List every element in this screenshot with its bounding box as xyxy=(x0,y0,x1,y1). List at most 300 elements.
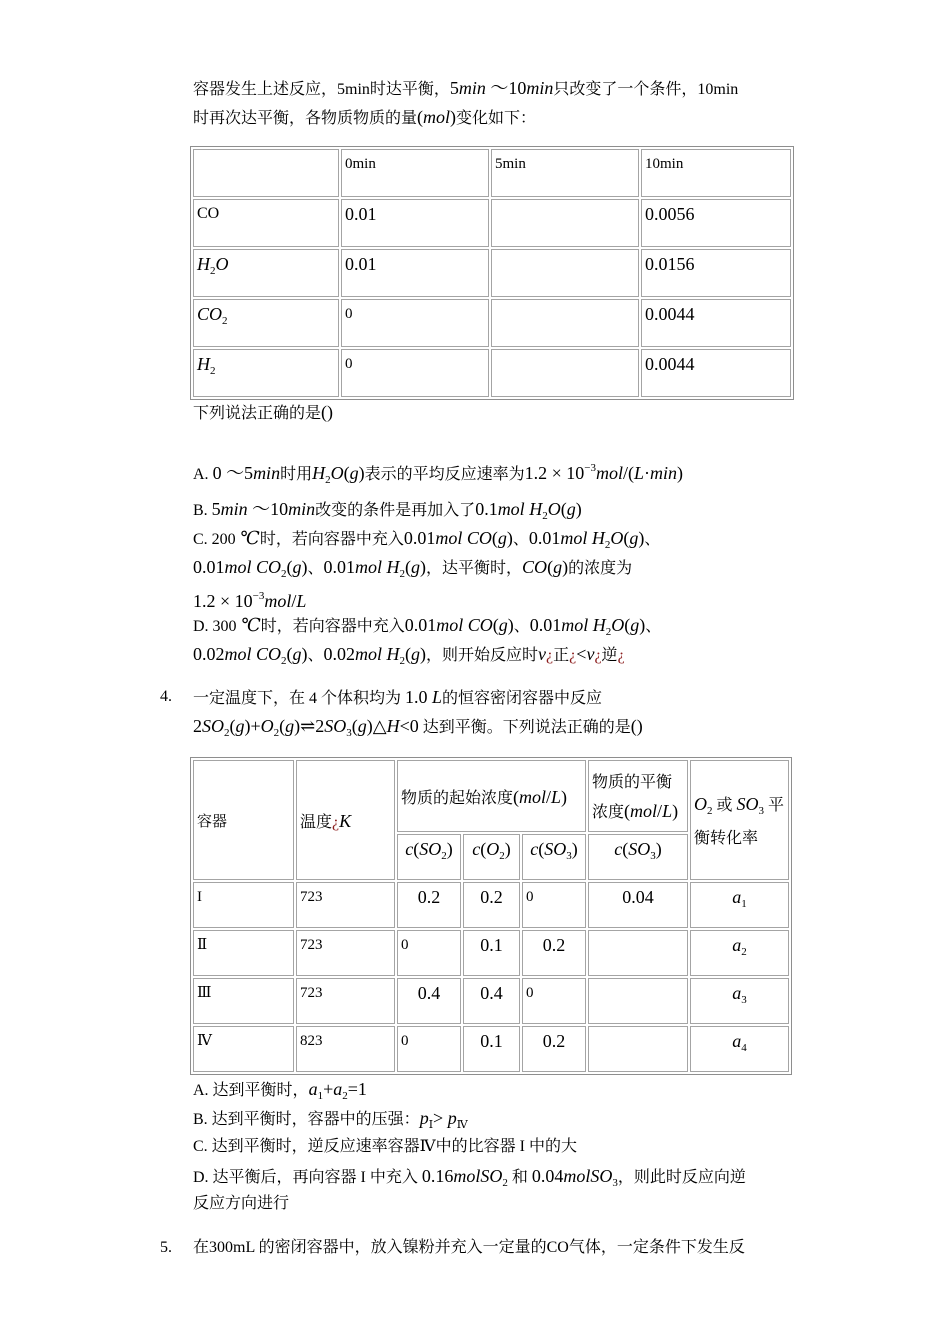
superscript: −3 xyxy=(252,590,265,602)
math-italic-run: mol CO xyxy=(435,528,492,548)
col-header-5min: 5min xyxy=(491,149,639,197)
subheader-c-so2 xyxy=(397,834,461,880)
math-italic-run: mol CO xyxy=(224,557,282,577)
placeholder-glyph: ¿ xyxy=(332,813,340,831)
math-italic-run: g xyxy=(357,716,367,736)
cell-c-o2: 0.1 xyxy=(463,1026,520,1072)
math-run: ) xyxy=(561,786,568,807)
table-row xyxy=(193,249,791,297)
math-italic-run: L xyxy=(662,800,673,821)
math-run: ) xyxy=(420,644,427,664)
q4-option-b xyxy=(193,1106,468,1130)
math-run: / xyxy=(546,786,552,807)
math-run: 0.01 xyxy=(403,528,436,548)
header-initial-concentration xyxy=(397,760,586,832)
text-run: 平衡转化率 xyxy=(694,797,785,847)
table-row xyxy=(193,978,789,1024)
text-run: 、 xyxy=(513,618,530,635)
math-run: ( xyxy=(513,786,520,807)
math-run: · xyxy=(643,463,650,483)
math-italic-run: mol H xyxy=(561,615,606,635)
cell-eq-c-so3 xyxy=(588,930,688,976)
placeholder-glyph: ¿ xyxy=(617,647,625,664)
math-run: <0 xyxy=(399,716,419,736)
text-run: 的浓度为 xyxy=(568,560,633,577)
math-italic-run: c xyxy=(530,839,539,859)
math-run: 1.2 × 10 xyxy=(524,463,585,483)
header-container: 容器 xyxy=(193,760,294,880)
math-italic-run: molSO xyxy=(563,1166,613,1186)
text-run: CO xyxy=(197,205,220,222)
subscript: 3 xyxy=(566,850,572,862)
math-italic-run: molSO xyxy=(453,1166,503,1186)
text-run: 或 xyxy=(712,797,737,814)
text-run: 、 xyxy=(645,618,662,635)
subscript: 2 xyxy=(210,365,216,377)
subscript: 2 xyxy=(542,510,548,522)
math-italic-run: L xyxy=(551,786,562,807)
q3-option-d-line-1 xyxy=(193,613,661,637)
cell-c-o2: 0.4 xyxy=(463,978,520,1024)
cell-container-id: Ⅲ xyxy=(193,978,294,1024)
math-run: 0.01 xyxy=(528,528,561,548)
text-run: 和 xyxy=(507,1169,532,1186)
math-run: ) xyxy=(639,615,646,635)
header-temperature xyxy=(296,760,395,880)
math-italic-run: p xyxy=(419,1108,429,1128)
math-italic-run: mol CO xyxy=(436,615,493,635)
math-run: ( xyxy=(547,557,554,577)
q3-option-c-line-3 xyxy=(193,584,307,611)
text-run: ，达平衡时， xyxy=(426,560,523,577)
text-run: A. xyxy=(193,466,213,483)
row-label-h2o xyxy=(193,249,339,297)
math-run: 1.2 × 10 xyxy=(193,591,253,611)
cell-conversion-rate xyxy=(690,1026,789,1072)
text-run: B. xyxy=(193,502,212,519)
cell-eq-c-so3: 0.04 xyxy=(588,882,688,928)
subscript: 2 xyxy=(741,946,747,958)
cell-container-id: Ⅳ xyxy=(193,1026,294,1072)
math-italic-run: min xyxy=(458,78,486,98)
table-row xyxy=(193,882,789,928)
cell-c-so3: 0.2 xyxy=(522,1026,586,1072)
math-italic-run: ℃ xyxy=(240,615,261,635)
q3-option-d-line-2 xyxy=(193,642,625,666)
substance-amount-table xyxy=(190,146,794,400)
math-run: /( xyxy=(622,463,634,483)
math-italic-run: O xyxy=(330,463,344,483)
q3-option-a xyxy=(193,456,683,486)
math-italic-run: min xyxy=(649,463,677,483)
cell-10min: 0.0056 xyxy=(641,199,791,247)
q4-option-d-line-2 xyxy=(193,1192,289,1216)
text-run: 改变的条件是再加入了 xyxy=(315,502,476,519)
text-run: 、 xyxy=(512,531,529,548)
q3-option-b xyxy=(193,497,582,521)
math-run: )⇌2 xyxy=(294,716,325,736)
row-label-h2 xyxy=(193,349,339,397)
math-italic-run: g xyxy=(497,528,507,548)
q4-number: 4. xyxy=(160,688,172,705)
cell-10min: 0.0044 xyxy=(641,299,791,347)
math-italic-run: L xyxy=(427,687,443,707)
text-run: 表示的平均反应速率为 xyxy=(364,466,525,483)
math-italic-run: a xyxy=(308,1079,318,1099)
text-run: 时，若向容器中充入 xyxy=(260,618,405,635)
table-row xyxy=(193,930,789,976)
placeholder-glyph: ¿ xyxy=(569,647,577,664)
cell-10min: 0.0156 xyxy=(641,249,791,297)
cell-c-so2: 0 xyxy=(397,1026,461,1072)
subscript: 2 xyxy=(399,655,406,667)
cell-c-so2: 0.4 xyxy=(397,978,461,1024)
math-run: ( xyxy=(538,839,545,859)
subscript: 2 xyxy=(342,1090,348,1102)
cell-conversion-rate xyxy=(690,930,789,976)
math-run: () xyxy=(630,716,643,736)
cell-0min: 0 xyxy=(341,349,489,397)
math-italic-run: g xyxy=(292,644,302,664)
math-run: ( xyxy=(623,528,630,548)
math-run: =1 xyxy=(347,1079,367,1099)
table-header-row xyxy=(193,149,791,197)
math-italic-run: a xyxy=(732,983,742,1003)
math-italic-run: O xyxy=(486,839,500,859)
text-run: 在300mL 的密闭容器中，放入镍粉并充入一定量的CO气体，一定条件下发生反 xyxy=(193,1239,745,1256)
math-run: ) xyxy=(450,107,457,127)
subscript: 2 xyxy=(281,568,287,580)
subscript: Ⅰ xyxy=(428,1119,434,1131)
text-run: 温度 xyxy=(300,813,333,831)
math-italic-run: SO xyxy=(628,839,651,859)
subscript: Ⅳ xyxy=(456,1119,468,1131)
cell-c-so2: 0.2 xyxy=(397,882,461,928)
cell-container-id: I xyxy=(193,882,294,928)
math-italic-run: g xyxy=(285,716,295,736)
cell-c-o2: 0.1 xyxy=(463,930,520,976)
cell-container-id: Ⅱ xyxy=(193,930,294,976)
text-run: ，则此时反应向逆 xyxy=(617,1169,746,1186)
table-row xyxy=(193,299,791,347)
text-run: 、 xyxy=(307,647,324,664)
math-run: ～10 xyxy=(247,499,289,519)
math-run: 2 xyxy=(193,716,202,736)
subheader-c-so3 xyxy=(522,834,586,880)
math-italic-run: K xyxy=(339,810,352,831)
math-italic-run: g xyxy=(349,463,359,483)
col-header-10min: 10min xyxy=(641,149,791,197)
math-italic-run: SO xyxy=(324,716,347,736)
subscript: 3 xyxy=(758,805,765,817)
subscript: 4 xyxy=(741,1042,747,1054)
math-italic-run: O xyxy=(215,254,229,274)
math-run: ) xyxy=(504,839,511,859)
math-run: ( xyxy=(351,716,358,736)
math-run: ) xyxy=(562,557,569,577)
cell-temperature: 723 xyxy=(296,882,395,928)
math-italic-run: min xyxy=(220,499,248,519)
text-run: 物质的起始浓度 xyxy=(401,789,514,807)
math-run: ) xyxy=(655,839,662,859)
math-italic-run: v xyxy=(538,644,547,664)
subheader-eq-c-so3 xyxy=(588,834,688,880)
intro-line-2 xyxy=(193,105,536,129)
math-run: () xyxy=(321,402,334,422)
math-run: 5 xyxy=(449,78,459,98)
subscript: 2 xyxy=(604,539,611,551)
subscript: 2 xyxy=(441,850,447,862)
text-run: ，则开始反应时 xyxy=(426,647,539,664)
text-run: 、 xyxy=(644,531,661,548)
text-run: 时再次达平衡，各物质物质的量 xyxy=(193,110,418,127)
math-run: ( xyxy=(560,499,567,519)
math-italic-run: g xyxy=(411,557,421,577)
math-run: > xyxy=(433,1108,448,1128)
cell-c-so3: 0.2 xyxy=(522,930,586,976)
text-run: 只改变了一个条件，10min xyxy=(553,81,739,98)
subscript: 2 xyxy=(222,315,228,327)
math-run: ) xyxy=(301,644,308,664)
table-row xyxy=(193,1026,789,1072)
text-run: 、 xyxy=(307,560,324,577)
math-run: 0.01 xyxy=(323,557,356,577)
math-italic-run: a xyxy=(732,935,742,955)
math-italic-run: L xyxy=(633,463,644,483)
table-header-row xyxy=(193,760,789,832)
math-italic-run: g xyxy=(553,557,563,577)
math-italic-run: SO xyxy=(202,716,224,736)
math-italic-run: a xyxy=(333,1079,343,1099)
math-run: ( xyxy=(279,716,286,736)
math-run: ) xyxy=(672,800,679,821)
math-italic-run: c xyxy=(614,839,623,859)
math-run: 0.01 xyxy=(404,615,437,635)
cell-eq-c-so3 xyxy=(588,978,688,1024)
col-header-0min: 0min xyxy=(341,149,489,197)
text-run: 变化如下： xyxy=(456,110,537,127)
q3-prompt xyxy=(193,400,333,424)
text-run: 反应方向进行 xyxy=(193,1195,290,1212)
cell-5min xyxy=(491,249,639,297)
text-run: 达到平衡。下列说法正确的是 xyxy=(418,719,631,736)
math-italic-run: SO xyxy=(419,839,442,859)
subscript: 1 xyxy=(317,1090,324,1102)
math-italic-run: g xyxy=(292,557,302,577)
math-italic-run: mol xyxy=(423,107,451,127)
math-italic-run: mol H xyxy=(497,499,543,519)
math-italic-run: mol xyxy=(264,591,292,611)
math-run: ) xyxy=(420,557,427,577)
text-run: 下列说法正确的是 xyxy=(193,405,322,422)
text-run: C. 200 xyxy=(193,531,240,548)
math-italic-run: SO xyxy=(736,794,759,814)
text-run: A. 达到平衡时， xyxy=(193,1082,309,1099)
subheader-c-o2 xyxy=(463,834,520,880)
math-run: ) xyxy=(507,615,514,635)
q4-option-c xyxy=(193,1135,577,1159)
corner-cell xyxy=(193,149,339,197)
math-run: ( xyxy=(624,800,631,821)
math-italic-run: O xyxy=(547,499,561,519)
cell-0min: 0 xyxy=(341,299,489,347)
subscript: 2 xyxy=(210,265,216,277)
math-italic-run: CO xyxy=(522,557,548,577)
math-run: 1.0 xyxy=(405,687,428,707)
cell-5min xyxy=(491,349,639,397)
table-row xyxy=(193,199,791,247)
placeholder-glyph: ¿ xyxy=(546,647,554,664)
cell-c-so3: 0 xyxy=(522,882,586,928)
math-run: ～10 xyxy=(485,78,527,98)
text-run: 物质的平衡浓度 xyxy=(592,773,673,821)
math-run: ( xyxy=(480,839,487,859)
math-run: / xyxy=(291,591,297,611)
math-italic-run: c xyxy=(405,839,414,859)
math-italic-run: mol H xyxy=(355,644,400,664)
subscript: 3 xyxy=(650,850,656,862)
math-run: ( xyxy=(491,528,498,548)
subscript: 2 xyxy=(281,655,287,667)
math-italic-run: min xyxy=(526,78,554,98)
math-run: ( xyxy=(405,644,412,664)
subscript: 2 xyxy=(707,805,713,817)
math-run: ) xyxy=(676,463,683,483)
math-italic-run: mol CO xyxy=(224,644,282,664)
cell-temperature: 723 xyxy=(296,978,395,1024)
math-run: ( xyxy=(624,615,631,635)
text-run: D. 达平衡后，再向容器 I 中充入 xyxy=(193,1169,422,1186)
math-italic-run: a xyxy=(732,1031,742,1051)
text-run: 一定温度下，在 4 个体积均为 xyxy=(193,690,406,707)
math-italic-run: CO xyxy=(197,304,223,324)
cell-c-so2: 0 xyxy=(397,930,461,976)
q3-option-c-line-2 xyxy=(193,555,632,579)
q4-option-a xyxy=(193,1077,367,1101)
row-label-co xyxy=(193,199,339,247)
math-run: 5 xyxy=(211,499,221,519)
math-run: 0.02 xyxy=(193,644,225,664)
math-italic-run: c xyxy=(472,839,481,859)
cell-eq-c-so3 xyxy=(588,1026,688,1072)
subscript: 2 xyxy=(273,727,280,739)
math-italic-run: H xyxy=(197,254,210,274)
subscript: 2 xyxy=(224,727,230,739)
math-italic-run: O xyxy=(610,528,624,548)
cell-10min: 0.0044 xyxy=(641,349,791,397)
math-run: ) xyxy=(446,839,453,859)
math-italic-run: g xyxy=(630,615,640,635)
subscript: 2 xyxy=(325,474,331,486)
cell-temperature: 823 xyxy=(296,1026,395,1072)
math-italic-run: O xyxy=(611,615,625,635)
math-italic-run: g xyxy=(411,644,421,664)
math-run: )+ xyxy=(244,716,261,736)
q3-option-c-line-1 xyxy=(193,526,660,550)
math-run: 0.01 xyxy=(529,615,562,635)
cell-conversion-rate xyxy=(690,978,789,1024)
math-run: ) xyxy=(358,463,365,483)
text-run: 时用 xyxy=(280,466,313,483)
math-run: ( xyxy=(286,557,293,577)
math-run: ( xyxy=(229,716,236,736)
math-run: + xyxy=(323,1079,334,1099)
math-run: 0.04 xyxy=(531,1166,564,1186)
math-italic-run: SO xyxy=(544,839,567,859)
text-run: 正 xyxy=(553,647,570,664)
superscript: −3 xyxy=(584,462,596,474)
subscript: 3 xyxy=(612,1177,618,1189)
subscript: 2 xyxy=(499,850,505,862)
cell-c-so3: 0 xyxy=(522,978,586,1024)
math-italic-run: g xyxy=(566,499,576,519)
cell-conversion-rate xyxy=(690,882,789,928)
math-italic-run: g xyxy=(629,528,639,548)
equilibrium-table xyxy=(190,757,792,1075)
subscript: 2 xyxy=(502,1177,508,1189)
cell-0min: 0.01 xyxy=(341,199,489,247)
row-label-co2 xyxy=(193,299,339,347)
math-run: ) xyxy=(506,528,513,548)
math-italic-run: g xyxy=(235,716,245,736)
math-run: ) xyxy=(575,499,582,519)
subscript: 2 xyxy=(399,568,406,580)
math-italic-run: H xyxy=(386,716,400,736)
header-equilibrium-concentration xyxy=(588,760,688,832)
math-italic-run: mol xyxy=(630,800,658,821)
math-run: ) xyxy=(301,557,308,577)
cell-5min xyxy=(491,299,639,347)
math-run: )△ xyxy=(366,716,387,736)
math-run: ( xyxy=(405,557,412,577)
math-italic-run: mol H xyxy=(355,557,400,577)
math-italic-run: a xyxy=(732,887,742,907)
math-run: ( xyxy=(417,107,424,127)
math-run: 0.02 xyxy=(323,644,356,664)
text-run: 容器发生上述反应，5min时达平衡， xyxy=(193,81,450,98)
cell-0min: 0.01 xyxy=(341,249,489,297)
math-run: ( xyxy=(492,615,499,635)
cell-5min xyxy=(491,199,639,247)
table-row xyxy=(193,349,791,397)
q5-stem xyxy=(193,1236,745,1260)
q5-number: 5. xyxy=(160,1239,172,1256)
header-conversion-rate xyxy=(690,760,789,880)
q4-stem-line-2 xyxy=(193,714,643,738)
math-italic-run: O xyxy=(694,794,708,814)
math-italic-run: H xyxy=(197,354,210,374)
math-run: 0 ～5 xyxy=(212,463,254,483)
text-run: B. 达到平衡时，容器中的压强： xyxy=(193,1111,420,1128)
intro-line-1 xyxy=(193,76,738,100)
math-run: 0.1 xyxy=(475,499,498,519)
math-italic-run: g xyxy=(498,615,508,635)
cell-c-o2: 0.2 xyxy=(463,882,520,928)
math-italic-run: v xyxy=(586,644,595,664)
q4-stem-line-1 xyxy=(193,685,602,709)
math-italic-run: H xyxy=(312,463,326,483)
text-run: D. 300 xyxy=(193,618,241,635)
math-italic-run: L xyxy=(296,591,307,611)
q4-option-d-line-1 xyxy=(193,1164,746,1188)
math-italic-run: O xyxy=(260,716,274,736)
subscript: 3 xyxy=(741,994,747,1006)
math-run: ) xyxy=(571,839,578,859)
math-run: ) xyxy=(638,528,645,548)
math-italic-run: min xyxy=(253,463,281,483)
math-italic-run: p xyxy=(447,1108,457,1128)
math-run: 0.01 xyxy=(193,557,225,577)
